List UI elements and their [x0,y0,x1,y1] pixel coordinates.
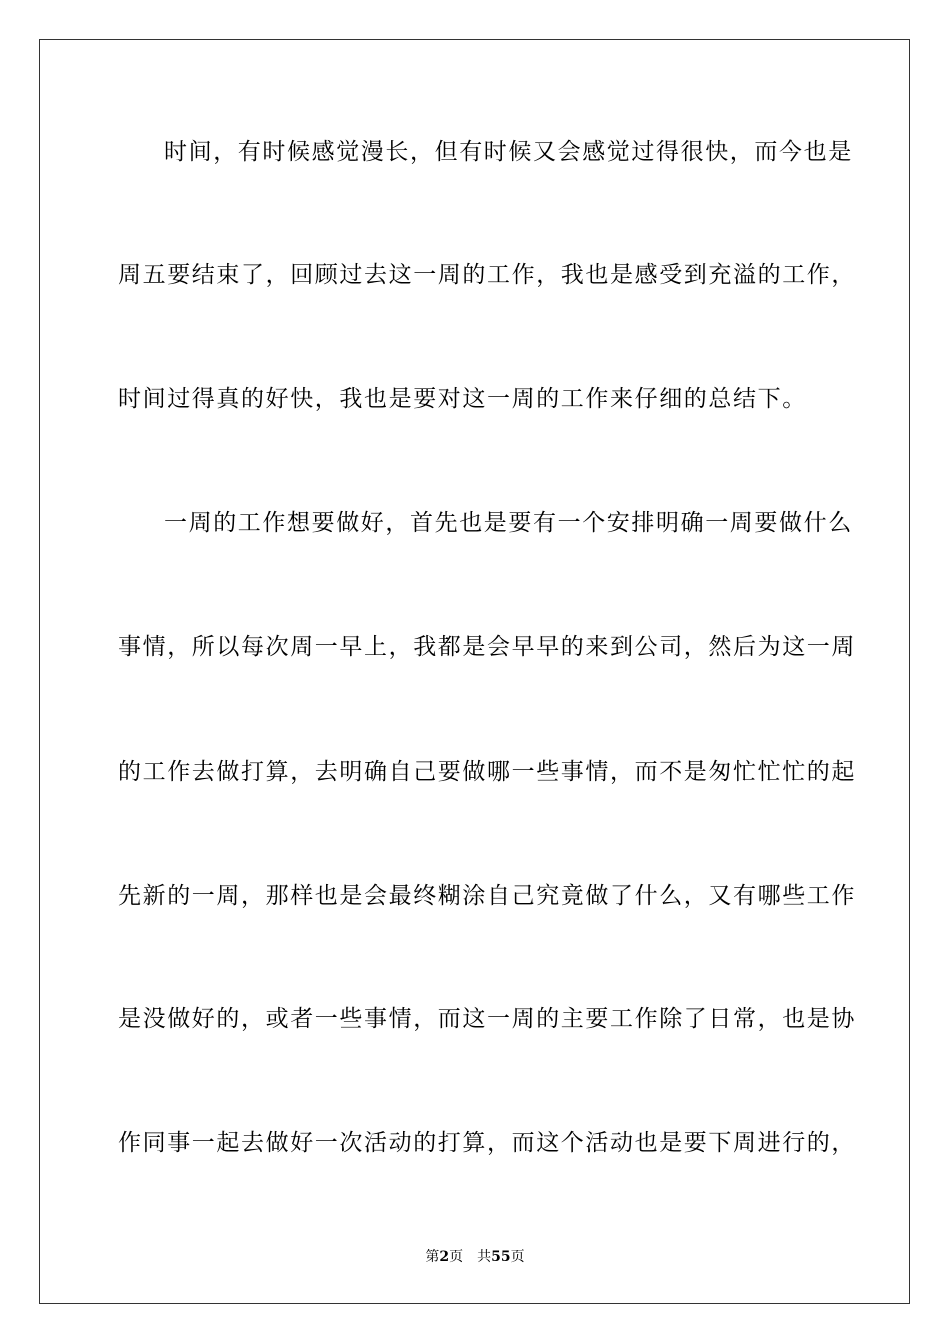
paragraph-2-line-4: 先新的一周，那样也是会最终糊涂自己究竟做了什么，又有哪些工作 [118,883,856,909]
paragraph-1-line-2: 周五要结束了，回顾过去这一周的工作，我也是感受到充溢的工作， [118,262,856,288]
total-prefix: 共 [477,1249,492,1265]
page-number: 2 [439,1249,450,1265]
paragraph-2-line-1: 一周的工作想要做好，首先也是要有一个安排明确一周要做什么 [164,510,853,536]
page-prefix: 第 [425,1249,440,1265]
page-border [39,39,910,1304]
total-pages: 55 [491,1249,511,1265]
paragraph-2-line-5: 是没做好的，或者一些事情，而这一周的主要工作除了日常，也是协 [118,1006,856,1032]
page-suffix: 页 [449,1249,464,1265]
page-footer [0,1248,950,1266]
paragraph-2-line-2: 事情，所以每次周一早上，我都是会早早的来到公司，然后为这一周 [118,634,856,660]
paragraph-1-line-3: 时间过得真的好快，我也是要对这一周的工作来仔细的总结下。 [118,386,807,412]
total-suffix: 页 [510,1249,525,1265]
paragraph-2-line-3: 的工作去做打算，去明确自己要做哪一些事情，而不是匆忙忙忙的起 [118,759,856,785]
paragraph-2-line-6: 作同事一起去做好一次活动的打算，而这个活动也是要下周进行的， [118,1130,856,1156]
paragraph-1-line-1: 时间，有时候感觉漫长，但有时候又会感觉过得很快，而今也是 [164,139,853,165]
